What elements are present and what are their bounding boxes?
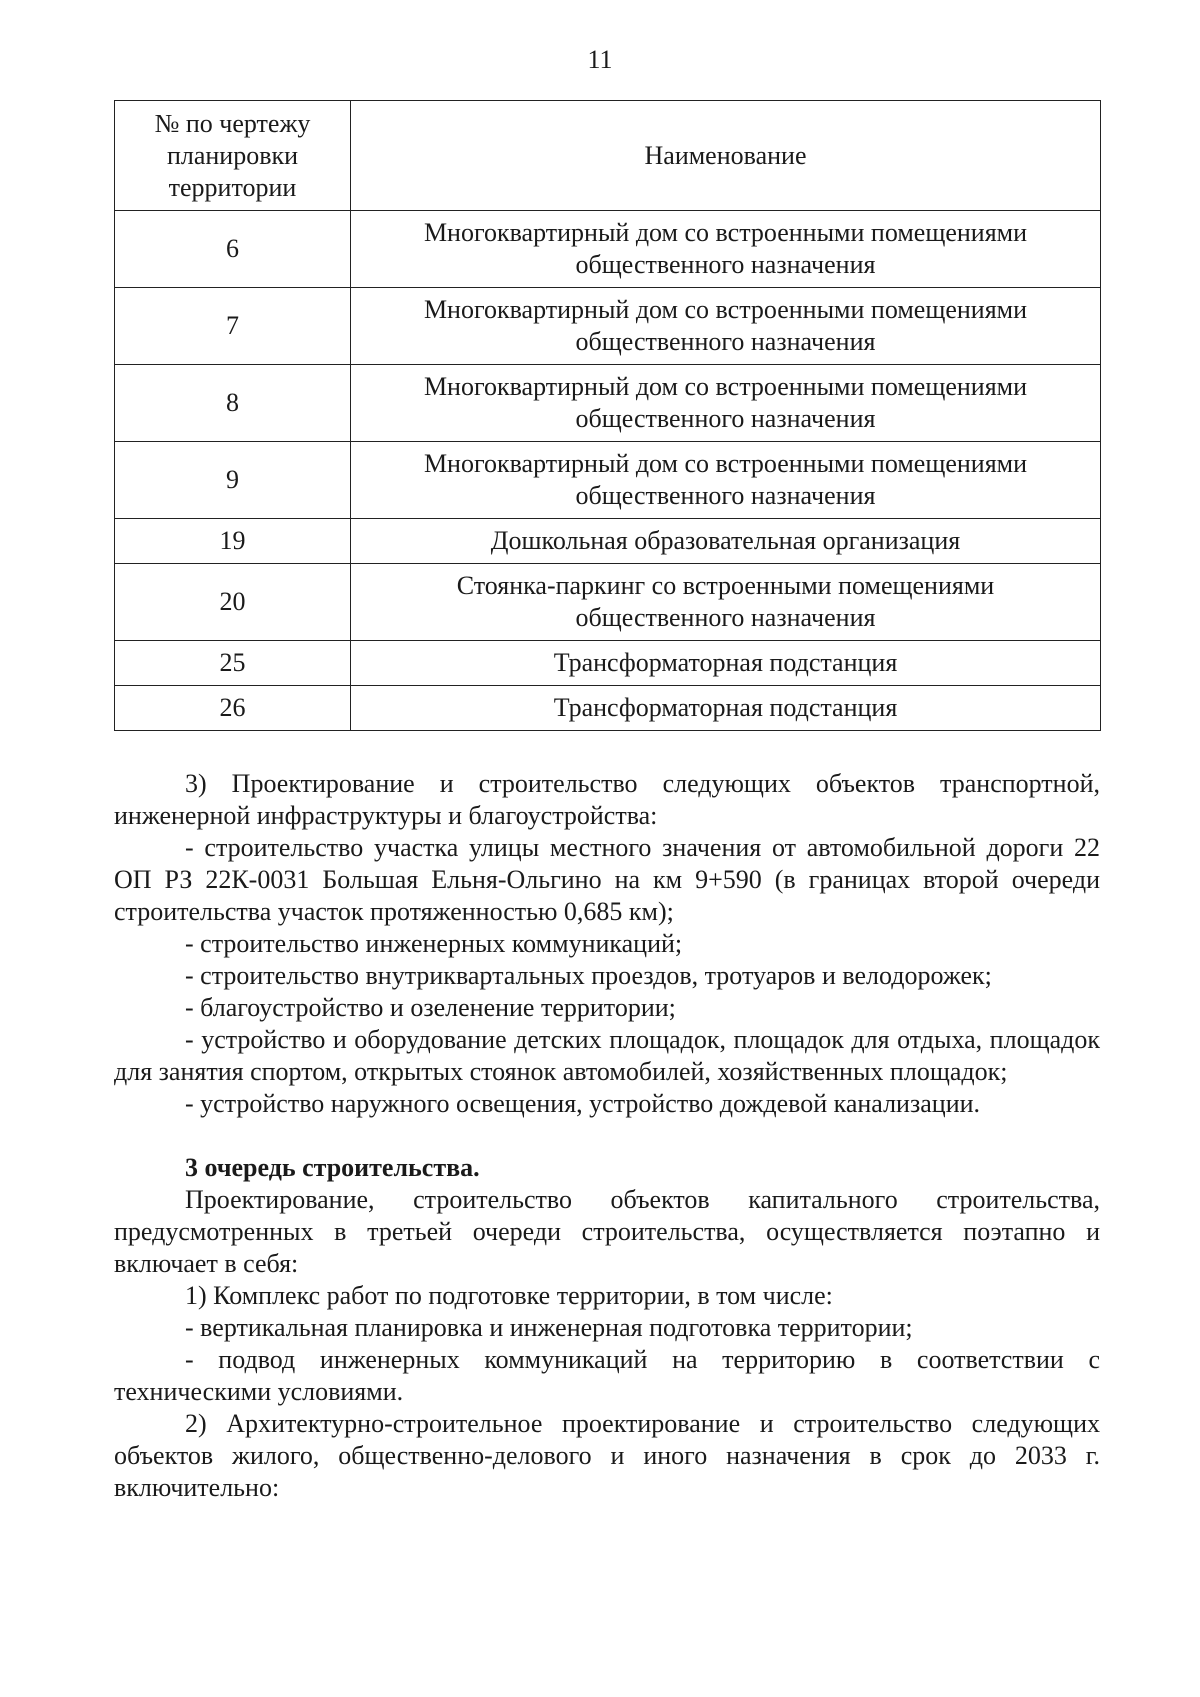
table-row bbox=[115, 211, 1101, 288]
table-row bbox=[115, 288, 1101, 365]
list-item: - строительство инженерных коммуникаций; bbox=[185, 929, 683, 958]
header-name: Наименование bbox=[351, 101, 1101, 211]
list-item: - подвод инженерных коммуникаций на территорию в соответствии с техническими условиями. bbox=[114, 1345, 1100, 1406]
cell-name-text: Стоянка-паркинг со встроенными помещениями общественного назначения bbox=[456, 571, 995, 632]
cell-name bbox=[351, 564, 1101, 641]
body-text bbox=[114, 768, 1100, 1504]
list-item: - устройство наружного освещения, устройство дождевой канализации. bbox=[185, 1089, 981, 1118]
list-item: - благоустройство и озеленение территории; bbox=[185, 993, 676, 1022]
cell-name bbox=[351, 442, 1101, 519]
table-row bbox=[115, 686, 1101, 731]
table-row bbox=[115, 519, 1101, 564]
table-header-row bbox=[115, 101, 1101, 211]
table-row bbox=[115, 641, 1101, 686]
cell-name bbox=[351, 211, 1101, 288]
stage-3-item-1: 1) Комплекс работ по подготовке территории, в том числе: bbox=[185, 1281, 833, 1310]
stage-3-intro: Проектирование, строительство объектов капитального строительства, предусмотренных в третьей очереди строительства, осуществляется поэтапно и включает в себя: bbox=[114, 1185, 1100, 1278]
list-item: - строительство участка улицы местного значения от автомобильной дороги 22 ОП РЗ 22К-0031 Большая Ельня-Ольгино на км 9+590 (в границах второй очереди строительства участок протяженностью 0,685 км); bbox=[114, 833, 1100, 926]
list-item: - строительство внутриквартальных проездов, тротуаров и велодорожек; bbox=[185, 961, 992, 990]
table-row bbox=[115, 564, 1101, 641]
header-number bbox=[115, 101, 351, 211]
cell-number: 7 bbox=[115, 288, 351, 365]
cell-number: 26 bbox=[115, 686, 351, 731]
paragraph-item-3-intro: 3) Проектирование и строительство следующих объектов транспортной, инженерной инфраструктуры и благоустройства: bbox=[114, 769, 1100, 830]
cell-name-text: Многоквартирный дом со встроенными помещениями общественного назначения bbox=[423, 372, 1028, 433]
cell-name-text: Многоквартирный дом со встроенными помещениями общественного назначения bbox=[423, 295, 1028, 356]
stage-3-heading: 3 очередь строительства. bbox=[185, 1153, 480, 1182]
cell-name-text: Многоквартирный дом со встроенными помещениями общественного назначения bbox=[423, 218, 1028, 279]
table-row bbox=[115, 442, 1101, 519]
list-item: - устройство и оборудование детских площадок, площадок для отдыха, площадок для занятия спортом, открытых стоянок автомобилей, хозяйственных площадок; bbox=[114, 1025, 1100, 1086]
header-number-text: № по чертежу планировки территории bbox=[154, 108, 311, 202]
cell-name bbox=[351, 365, 1101, 442]
cell-number: 19 bbox=[115, 519, 351, 564]
cell-number: 9 bbox=[115, 442, 351, 519]
table-row bbox=[115, 365, 1101, 442]
cell-name-text: Многоквартирный дом со встроенными помещениями общественного назначения bbox=[423, 449, 1028, 510]
objects-table bbox=[114, 100, 1101, 731]
cell-name: Трансформаторная подстанция bbox=[351, 686, 1101, 731]
spacer bbox=[114, 1120, 1100, 1152]
cell-number: 20 bbox=[115, 564, 351, 641]
page-number: 11 bbox=[587, 45, 613, 74]
cell-name: Дошкольная образовательная организация bbox=[351, 519, 1101, 564]
cell-number: 8 bbox=[115, 365, 351, 442]
cell-number: 6 bbox=[115, 211, 351, 288]
stage-3-item-2: 2) Архитектурно-строительное проектирование и строительство следующих объектов жилого, общественно-делового и иного назначения в срок до 2033 г. включительно: bbox=[114, 1409, 1100, 1502]
cell-name: Трансформаторная подстанция bbox=[351, 641, 1101, 686]
list-item: - вертикальная планировка и инженерная подготовка территории; bbox=[185, 1313, 913, 1342]
cell-number: 25 bbox=[115, 641, 351, 686]
cell-name bbox=[351, 288, 1101, 365]
